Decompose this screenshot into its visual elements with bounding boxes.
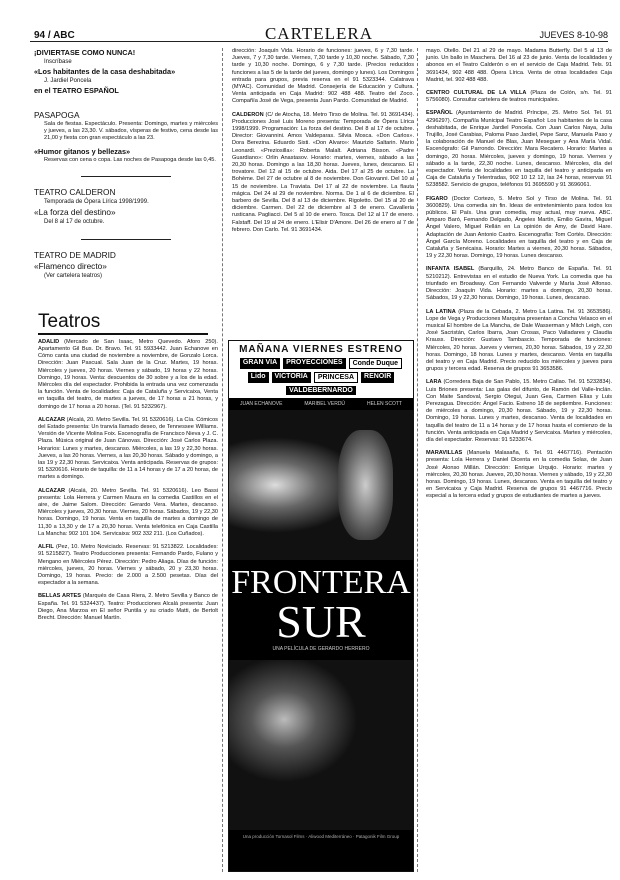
theatre-name: LARA (426, 379, 442, 386)
page-number: 94 / ABC (34, 30, 75, 41)
issue-date: JUEVES 8-10-98 (539, 30, 608, 40)
cinema-list (233, 358, 409, 395)
promo-line: en el TEATRO ESPAÑOL (34, 86, 119, 95)
listing-text: mayo. Otello. Del 21 al 29 de mayo. Madama Butterfly. Del 5 al 13 de junio. Un ballo in Maschera. Del 16 al 23 de junio. Venta de localidades y abonos en el Teatro Calderón o en el servicio de Caja Madrid. Tels. 91 3691434, 902 488 488. Ópera Lírica. Venta de otras localidades Caja Madrid, tel. 902 488 488. (426, 48, 612, 83)
calderon-promo-sub: Temporada de Ópera Lírica 1998/1999. (44, 198, 149, 205)
theatre-details: (Plaza de Colón, s/n. Tel. 91 5756080). Consultar cartelera de teatros municipales. (426, 90, 612, 104)
theatre-listing (422, 196, 612, 261)
film-credits: Una producción Tornasol Films · Aliwood Mediterráneo · Patagonik Film Group (242, 834, 400, 839)
film-title (229, 564, 413, 647)
cast-list (229, 398, 413, 410)
film-title-line: FRONTERA (231, 564, 411, 601)
theatre-name: MARAVILLAS (426, 450, 463, 457)
theatre-details: (Plaza de la Cebada, 2. Metro La Latina. Tel. 91 3653586). Lope de Vega y Producciones Marquina presentan a Concha Velasco en el musical El hombre de La Mancha, de Dale Wasserman y Mitch Leigh, con José Sacristán, Carlos Ibarra, Joan Crosas, Paco Valladares y Claudia Krauss. Dirección: Gustavo Tambascio. Temporada de funciones: Miércoles, 20 horas. Jueves y viernes, 20,30 horas. Sábados, 19 y 22,30 horas. Domingo, 18 horas. Lunes y martes, descanso. Venta en taquilla del teatro y en Caja Madrid. Precio reducido los miércoles y jueves para grupos y tercera edad. Reserva de grupos 91 3653586. (426, 308, 612, 373)
cinema-logo: RENOIR (361, 372, 394, 383)
theatre-name: BELLAS ARTES (38, 593, 82, 600)
listing-text: dirección: Joaquín Vida. Horario de funciones: jueves, 6 y 7,30 tarde. Jueves, 7 y 7,30 tarde. Viernes, 7,30 tarde y 10,30 noche. Sábado, 7,30 tarde y 10,30 noche. Domingo, 6 y 7,30 tarde. (Precios reducidos funciones a las 5 de la tarde del jueves, domingo y lunes). Los Domingos entrada para grupos, previa reserva en el 91 5323344. Calatrava (MYAC). Comunidad de Madrid. Consejería de Educación y Cultura. Venta anticipada en Caja Madrid: 902 488 488. Teatro del Zoco. Compañía José de Vega, presenta Juan Pardo. Comunidad de Madrid. (232, 48, 414, 105)
calderon-promo-title: TEATRO CALDERON (34, 186, 116, 197)
left-column (34, 48, 218, 628)
theatre-name: ALCAZAR (38, 487, 66, 494)
pasapoga-text: Sala de fiestas. Espectáculo. Presenta: Domingo, martes y miércoles y jueves, a las 23,30. V. sábados, vísperas de festivo, cena desde las 21,00 y fiesta con gran espectáculo a las 23. (44, 121, 218, 142)
cinema-logo: Conde Duque (349, 358, 403, 369)
film-tagline: UNA PELÍCULA DE GERARDO HERRERO (272, 646, 370, 652)
theatre-name: ALCAZAR (38, 416, 66, 423)
calderon-promo-dates: Del 8 al 17 de octubre. (44, 218, 105, 225)
section-title: CARTELERA (264, 24, 374, 43)
theatre-details: (Marqués de Casa Riera, 2. Metro Sevilla y Banco de España. Tel. 91 5324437). Teatro: Producciones Alcalá presenta: Juan Diego, Ana Marzoa en El señor Puntila y su criado Matti, de Bertolt Brecht. Dirección: Manuel Martín. (38, 593, 218, 621)
theatre-listing (422, 110, 612, 189)
theatre-details: (Barquillo, 24. Metro Banco de España. Tel. 91 5210212). Entrevistas en el estudio de Nueva York. La comedia que ha triunfado en Broadway. Con Fernando Valverde y María José Alfonso. Dirección: Joaquín Vida. Horario: martes a domingo, 20,30 horas. Sábados, 19 y 22,30 horas. Domingo, 19 horas. Lunes, descanso. (426, 266, 612, 302)
cinema-logo: VICTORIA (272, 372, 311, 383)
theatre-details: (Manuela Malasaña, 6. Tel. 91 4467716). Pentación presenta: Lola Herrera y Daniel Dicenta en la comedia Solas, de Juan José Alonso Millán. Dirección: Enrique Urquijo. Horario: martes y miércoles, 20,30 horas. Jueves, 20,30 horas. Viernes y sábado, 19 y 22,30 horas. Domingo, 19 horas. Lunes, descanso. Venta en taquilla del teatro y en Servicaixa y Caja Madrid. Reserva de grupos 91 4467716. Precio especial a la tercera edad y grupos de estudiantes de martes a jueves. (426, 450, 612, 500)
theatre-name: ESPAÑOL (426, 110, 453, 117)
cinema-logo: VALDEBERNARDO (286, 386, 356, 395)
ad-headline: MAÑANA VIERNES ESTRENO (239, 344, 403, 355)
teatros-heading: Teatros (38, 311, 208, 335)
poster-photo (229, 410, 413, 560)
cinema-logo: PRINCESA (314, 372, 358, 383)
theatre-name: CENTRO CULTURAL DE LA VILLA (426, 90, 527, 97)
theatre-listing (34, 488, 218, 538)
madrid-promo-note: (Ver cartelera teatros) (44, 272, 103, 279)
column-divider (222, 48, 223, 872)
theatre-listing (34, 593, 218, 622)
theatre-listing (34, 417, 218, 482)
madrid-promo-show: «Flamenco directo» (34, 260, 107, 271)
theatre-listing (422, 266, 612, 302)
theatre-details: (Corredera Baja de San Pablo, 15. Metro Callao. Tel. 91 5232834). Luis Briones presenta: Las galas del difunto, de Ramón del Valle-Inclán. Con Maite Sandoval, Sergio Otegui, Juan Gea, Carmen Elías y Luis Perezagua. Dirección: Ángel Facio. Estreno 18 de septiembre. Funciones: de miércoles a domingo, 20,30 horas. Sábado, 19 y 22,30 horas. Domingo, 19 horas. Lunes y martes, descanso. Venta de localidades en taquilla del teatro de 11 a 14 horas y de 17 horas hasta el comienzo de la función. Venta anticipada en Caja Madrid y Servicaixa. Martes y miércoles, día del espectador. Reservas: 91 5233674. (426, 379, 612, 443)
promo-line: ¡DIVIERTASE COMO NUNCA! (34, 48, 136, 57)
poster-photo (229, 660, 413, 830)
theatre-details: (Mercado de San Isaac, Metro Quevedo. Aforo 250). Apartamento Gil Bus. Dr. Bravo. Tel. 91 5933442. Juan Echanove en Cómo canta una ciudad de noviembre a noviembre, de Gonzalo Lorca. Dirección: Juan Pascual. Sala Juan de la Cruz. Martes, 19 horas. Miércoles y jueves, 20 horas. Viernes y sábado, 19 horas y 22 horas. Domingo, 19 horas. Venta: descuentos de 30 sobre y a los de la edad. Miércoles día del espectador. Prohibida la entrada una vez comenzada la función. Venta de localidades: Caja de Cataluña y Servicaixa, Venta en taquilla del teatro, de martes a jueves, de 17 horas a 21 horas, y domingo de 17 horas a 20 horas. (Tel. 91 5232967). (38, 338, 218, 410)
theatre-details: (Pez, 10. Metro Noviciado. Reservas: 91 5213822. Localidades: 91 5215827). Teatro Producciones presenta: Fernando Pardo, Fulano y Mengano en Miércoles Pérez. Dirección: Pedro Aliaga. Días de función: miércoles, jueves, 20 horas. Viernes y sábado, 20 y 23,30 horas. Domingo, 19 horas. Precio: de 2.000 a 2.500 pesetas. Días del espectador a la semana. (38, 544, 218, 587)
cast-name: HELEN SCOTT (366, 401, 402, 407)
theatre-details: (Alcalá, 20. Metro Sevilla. Tel. 91 5320616). La Cía. Cómicos del Estado presenta: Un tranvía llamado deseo, de Tennessee Williams. Versión de Vicente Molina Foix. Escenografía de Francisco Nieva y J. C. Plaza. Música original de Juan Cánovas. Dirección: José Carlos Plaza. Horarios: Lunes y martes, descanso. Miércoles, a las 19 y 22,30 horas. Jueves, a las 20 horas. Viernes, a las 20,30 horas. Sábado y domingo, a las 19 y 22,30 horas. Servicaixa. Venta anticipada. Reservas de grupos: 91 5320616. Horario de taquilla: de 11 a 14 horas y de 17 a 20 horas, de martes a domingo. (38, 416, 218, 481)
theatre-details: (C/ de Atocha, 18. Metro Tirso de Molina. Tel. 91 3691434). Producciones José Luis Moreno presenta: Temporada de Ópera Lírica 1998/1999. Programación: La forza del destino. Del 8 al 17 de octubre. Director: Giovannini. Amos Valdeparas. Silvia Mosca. «Don Carlos». Dora Berezina. Eduardo Sisti. «Don Alvaro»: Maurizio Saltarin. Mario Leonardi. «Preziosilla»: Roberta Malalt. Adriana Bisson. «Padre Guardiano»: Orlin Anastasov. Horario: martes, viernes, sábado a las 20,30 horas. Domingo a las 18,30 horas. Jueves, lunes, descanso. El trovatore. Del 12 al 15 de octubre. Aida. Del 17 al 25 de octubre. La Bohème. Del 27 de octubre al 8 de noviembre. Don Giovanni. Del 10 al 15 de noviembre. La Traviata. Del 17 al 22 de noviembre. La flauta mágica. Del 24 al 29 de noviembre. Norma. De 1 al 6 de diciembre. El barbero de Sevilla. Del 8 al 13 de diciembre. Rigoletto. Del 15 al 20 de diciembre. Carmen. Del 22 de diciembre al 3 de enero. Cavalleria rusticana. Pagliacci. Del 5 al 10 de enero. Tosca. Del 12 al 17 de enero. Falstaff. Del 19 al 24 de enero. L'Elisir D'Amore. Del 26 de enero al 7 de febrero. Don Carlo. Tel. 91 3691434. (232, 111, 414, 233)
theatre-name: CALDERON (232, 111, 264, 118)
cinema-logo: PROYECCIONES (283, 358, 345, 369)
promo-line: Inscríbase (44, 59, 72, 65)
calderon-promo-show: «La forza del destino» (34, 206, 116, 217)
theatre-listing (422, 309, 612, 374)
cinema-logo: Lido (248, 372, 269, 383)
cast-name: JUAN ECHANOVE (239, 401, 283, 407)
theatre-listing (422, 90, 612, 104)
humor-title: «Humor gitanos y bellezas» (34, 146, 131, 156)
theatre-details: (Doctor Cortezo, 5. Metro Sol y Tirso de Molina. Tel. 91 3600829). Una comedia sin fin. Ideas de entretenimiento para todos los públicos. El País. Una gran comedia, muy actual, muy nueva. ABC. Amparo Baró, Fernando Delgado, Ángeles Martín, Emilio Gavira, Miguel Ángel Valero, Miguel Rellán en La opinión de Amy, de David Hare. Adaptación de Juan Antonio Castro. Escenografía: Tom Cortés. Dirección: Ángel García Moreno. Localidades en taquilla del teatro y en Caja de Cataluña y Servicaixa. Horario: Martes a viernes, 20,30 horas. Sábados, 19 y 22,30 horas. Domingo, 19 horas. Lunes descanso. (426, 195, 612, 260)
film-title-line: SUR (276, 596, 366, 647)
theatre-details: (Alcalá, 20. Metro Sevilla. Tel. 91 5320616). Leo Bassi presenta: Lola Herrera y Carmen Maura en la comedia Castillos en el aire, de Jaime Salom. Dirección: Gerardo Vera. Martes, descanso. Miércoles y jueves, 20,30 horas. Viernes, 20 horas. Sábados, 19 y 22,30 horas. Domingo, 19 horas. Venta en taquilla de martes a domingo de 11,30 a 13,30 y de 17 a 20,30 horas. Venta telefónica en Caja Castilla La Mancha: 902 101 104. Servicaixa: 902 332 211. (Los Cuñados). (38, 487, 218, 537)
theatre-name: INFANTA ISABEL (426, 266, 475, 273)
middle-column (228, 48, 414, 333)
pasapoga-title: PASAPOGA (34, 110, 80, 120)
film-advertisement (228, 340, 414, 872)
promo-line: J. Jardiel Poncela (44, 78, 92, 84)
theatre-name: ADALID (38, 338, 60, 345)
theatre-name: LA LATINA (426, 308, 456, 315)
cast-name: MARIBEL VERDÚ (304, 401, 346, 407)
humor-text: Reservas con cena o copa. Las noches de Pasapoga desde las 0,45. (44, 156, 216, 163)
theatre-listing (34, 339, 218, 411)
theatre-listing (422, 450, 612, 500)
column-divider (417, 48, 418, 872)
theatre-name: FIGARO (426, 195, 448, 202)
right-column (422, 48, 612, 870)
theatre-listing (34, 544, 218, 587)
divider (81, 239, 171, 240)
page-header (30, 26, 608, 42)
madrid-promo-title: TEATRO DE MADRID (34, 249, 116, 260)
divider (81, 176, 171, 177)
promo-line: «Los habitantes de la casa deshabitada» (34, 67, 176, 76)
theatre-listing (422, 379, 612, 444)
theatre-name: ALFIL (38, 544, 54, 551)
cinema-logo: GRAN VIA (240, 358, 280, 369)
theatre-details: (Ayuntamiento de Madrid. Príncipe, 25. Metro Sol. Tel. 91 4296297). Compañía Municipal Teatro Español: Los habitantes de la casa deshabitada, de Enrique Jardiel Poncela. Con Juan Carlos Naya, Julia Trujillo, José Carabias, Paloma Paso Jardiel, Pepe Sanz, Manuela Paso y la colaboración de Manuel de Blas, Juan Meseguer y Ana María Vidal. Escenógrafo: Gil Parrondo. Dirección: Mara Recatero. Horario: Martes a domingo, 20 horas. Miércoles, jueves y domingo, 19 horas. Viernes y sábado a la tarde, 22,30 noche. Lunes, descanso. Miércoles, día del espectador. Venta de localidades en taquilla del teatro y anticipada en Caja de Cataluña y Telentradas, 902 10 12 12, las 24 horas, reservas 91 5238582. Servicio de grupos, teléfonos 91 3695590 y 91 3696061. (426, 110, 612, 189)
theatre-listing (228, 112, 414, 234)
